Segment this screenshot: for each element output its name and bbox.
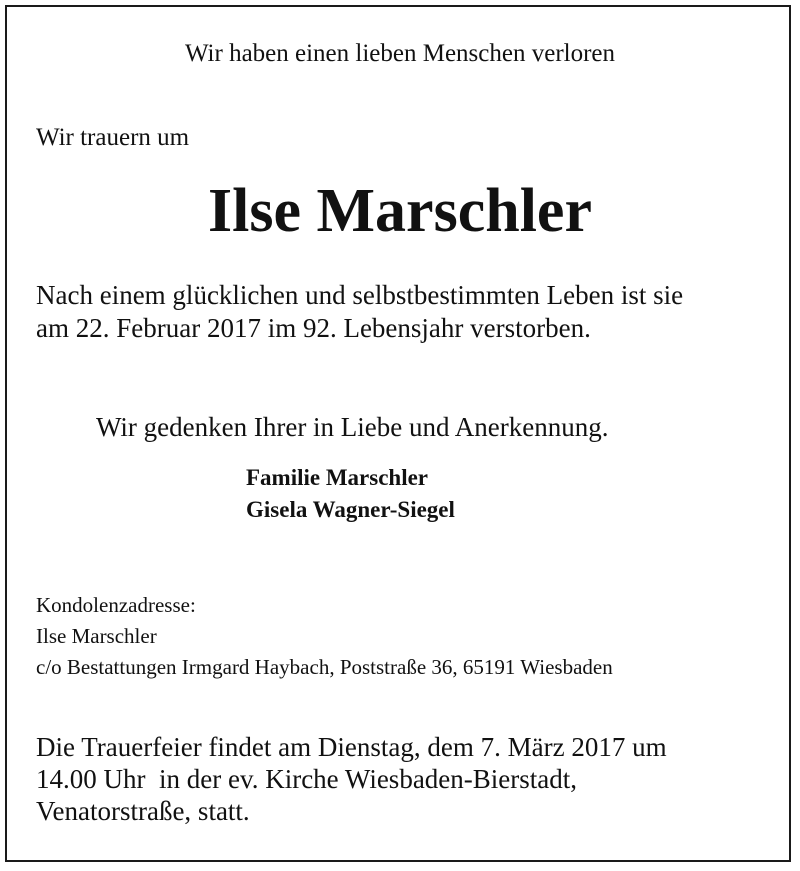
deceased-name: Ilse Marschler xyxy=(208,177,592,245)
life-paragraph xyxy=(36,279,776,345)
intro-text: Wir trauern um xyxy=(36,124,190,151)
signer-person: Gisela Wagner-Siegel xyxy=(246,497,455,522)
condolence-name: Ilse Marschler xyxy=(36,624,157,648)
ceremony-info xyxy=(36,731,667,827)
ceremony-line-3: Venatorstraße, statt. xyxy=(36,796,250,826)
life-paragraph-line-1: Nach einem glücklichen und selbstbestimmten Leben ist sie xyxy=(36,280,684,310)
condolence-address xyxy=(36,590,613,683)
remembrance-text: Wir gedenken Ihrer in Liebe und Anerkennung. xyxy=(96,412,609,442)
ceremony-line-1: Die Trauerfeier findet am Dienstag, dem 7. März 2017 um xyxy=(36,732,667,762)
signer-family: Familie Marschler xyxy=(246,465,429,490)
ceremony-line-2: 14.00 Uhr in der ev. Kirche Wiesbaden-Bierstadt, xyxy=(36,764,578,794)
life-paragraph-line-2: am 22. Februar 2017 im 92. Lebensjahr verstorben. xyxy=(36,313,591,343)
condolence-label: Kondolenzadresse: xyxy=(36,593,196,617)
condolence-street: c/o Bestattungen Irmgard Haybach, Poststraße 36, 65191 Wiesbaden xyxy=(36,655,613,679)
signers xyxy=(246,462,455,526)
headline: Wir haben einen lieben Menschen verloren xyxy=(184,40,616,67)
